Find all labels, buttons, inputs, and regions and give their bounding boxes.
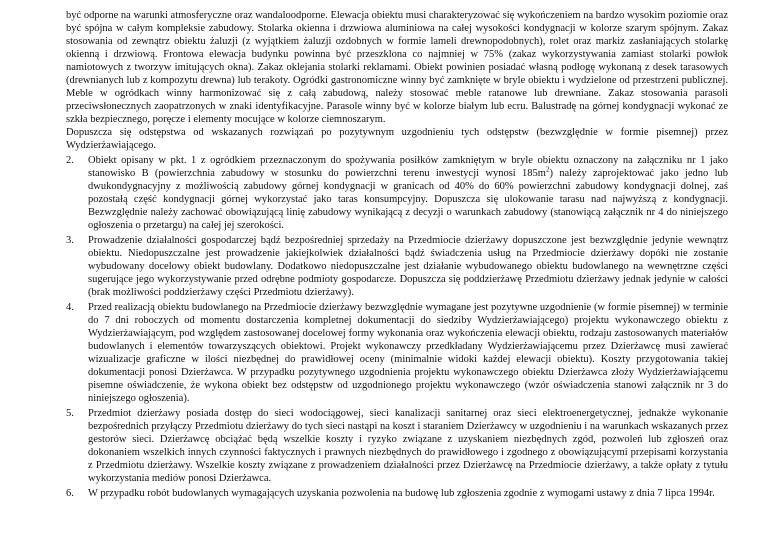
list-item-text: Przedmiot dzierżawy posiada dostęp do sieci wodociągowej, sieci kanalizacji sanitarnej oraz sieci elektroenergetycznej, jednakże wykonanie bezpośrednich przyłączy Przedmiotu dzierżawy do tych sieci nastąpi na koszt i staraniem Dzierżawcy w uzgodnieniu i na warunkach wskazanych przez gestorów sieci. Dzierżawcę obciążać będą wszelkie koszty i ryzyko związane z uzyskaniem niezbędnych zgód, pozwoleń lub zgłoszeń oraz dokonaniem wszelkich innych czynności faktycznych i prawnych niezbędnych do prawidłowego i zgodnego z obowiązującymi przepisami korzystania z Przedmiotu dzierżawy. Wszelkie koszty związane z prowadzeniem działalności przez Dzierżawcę na Przedmiocie dzierżawy, a także opłaty z tytułu wykorzystania mediów ponosi Dzierżawca. (88, 408, 728, 484)
list-item-number: 6. (66, 488, 74, 499)
intro-note-paragraph: Dopuszcza się odstępstwa od wskazanych rozwiązań po pozytywnym uzgodnieniu tych odstępstw (bezwzględnie w formie pisemnej) przez Wydzierżawiającego. (66, 127, 728, 151)
intro-paragraph: być odporne na warunki atmosferyczne oraz wandaloodporne. Elewacja obiektu musi charakteryzować się wykończeniem na bardzo wysokim poziomie oraz być spójna w całym kompleksie zabudowy. Stolarka okienna i drzwiowa aluminiowa na całej wysokości kondygnacji w kolorze szarym spójnym. Zakaz stosowania od zewnątrz obiektu żaluzji (z wyjątkiem żaluzji ozdobnych w formie lameli drewnopodobnych), rolet oraz markiz zasłaniających stolarkę okienną i drzwiową. Frontowa elewacja budynku powinna być przeszklona co najmniej w 75% (zakaz wykorzystywania zamiast stolarki powłok namiotowych z tworzyw imitujących okna). Zakaz oklejania stolarki reklamami. Obiekt powinien posiadać własną podłogę wykonaną z desek tarasowych (drewnianych lub z kompozytu drewna) lub terakoty. Ogródki gastronomiczne winny być zamknięte w bryle obiektu i wydzielone od przestrzeni publicznej. Meble w ogródkach winny harmonizować się z całą zabudową, należy stosować meble ratanowe lub drewniane. Zakaz stosowania parasoli przeciwsłonecznych zaopatrzonych w znaki identyfikacyjne. Parasole winny być w kolorze białym lub ecru. Balustradę na górnej kondygnacji wykonać ze szkła bezpiecznego, poręcze i elementy mocujące w kolorze ciemnoszarym. (66, 10, 728, 125)
list-item (66, 301, 728, 405)
list-item-number: 5. (66, 408, 74, 419)
list-item (66, 154, 728, 232)
list-item (66, 407, 728, 485)
list-item-text-continued: ) należy zaprojektować jako jedno lub dwukondygnacyjny z możliwością zabudowy górnej kondygnacji w granicach od 40% do 60% powierzchni zabudowy kondygnacji dolnej, zaś pozostałą część kondygnacji górnej wykorzystać jako taras konsumpcyjny. Dopuszcza się ulokowanie tarasu nad najwyższą z kondygnacji. Bezwzględnie należy zachować obowiązującą linię zabudowy wynikającą z decyzji o warunkach zabudowy (stanowiącą załącznik nr 4 do niniejszego ogłoszenia o przetargu) na całej jej szerokości. (88, 168, 728, 231)
list-item (66, 234, 728, 299)
list-item-number: 4. (66, 302, 74, 313)
list-item-text: Prowadzenie działalności gospodarczej bądź bezpośredniej sprzedaży na Przedmiocie dzierżawy dopuszczone jest bezwzględnie jedynie wewnątrz obiektu. Niedopuszczalne jest prowadzenie jakiejkolwiek działalności bądź świadczenia usług na Przedmiocie dzierżawy dopóki nie zostanie wybudowany docelowy obiekt budowlany. Dodatkowo niedopuszczalne jest działanie wybudowanego obiektu budowlanego na wewnętrzne części sugerujące jego wykorzystywanie przed odrębne podmioty gospodarcze. Dopuszcza się poddzierżawę Przedmiotu dzierżawy jednak jedynie w całości (brak możliwości poddzierżawy części Przedmiotu dzierżawy). (88, 235, 728, 298)
list-item-text: Przed realizacją obiektu budowlanego na Przedmiocie dzierżawy bezwzględnie wymagane jest pozytywne uzgodnienie (w formie pisemnej) w terminie do 7 dni roboczych od momentu dostarczenia kompletnej dokumentacji do siedziby Wydzierżawiającego) projektu wykonawczego obiektu z Wydzierżawiającym, pod względem zastosowanej docelowej formy wykonania oraz wykończenia elewacji obiektu, rodzaju zastosowanych materiałów budowlanych i elementów towarzyszących obiektowi. Projekt wykonawczy przedkładany Wydzierżawiającemu przez Dzierżawcę musi zawierać wizualizacje graficzne w ilości niezbędnej do prawidłowej oceny (minimalnie widoki każdej elewacji obiektu). Koszty przygotowania takiej dokumentacji ponosi Dzierżawca. W przypadku pozytywnego uzgodnienia projektu wykonawczego obiektu Dzierżawca złoży Wydzierżawiającemu pisemne oświadczenie, że wykona obiekt bez odstępstw od uzgodnionego projektu wykonawczego (wzór oświadczenia stanowi załącznik nr 3 do niniejszego ogłoszenia). (88, 302, 728, 404)
numbered-list (66, 154, 728, 500)
list-item-number: 3. (66, 235, 74, 246)
list-item (66, 487, 728, 500)
list-item-text: Obiekt opisany w pkt. 1 z ogródkiem przeznaczonym do spożywania posiłków zamkniętym w bryle obiektu oznaczony na załączniku nr 1 jako stanowisko B (powierzchnia zabudowy w stosunku do powierzchni terenu inwestycji wynosi 185m (88, 155, 728, 179)
document-body (66, 9, 728, 502)
superscript: 2 (545, 165, 550, 174)
list-item-number: 2. (66, 155, 74, 166)
list-item-text: W przypadku robót budowlanych wymagających uzyskania pozwolenia na budowę lub zgłoszenia zgodnie z wymogami ustawy z dnia 7 lipca 1994r. (88, 488, 715, 499)
